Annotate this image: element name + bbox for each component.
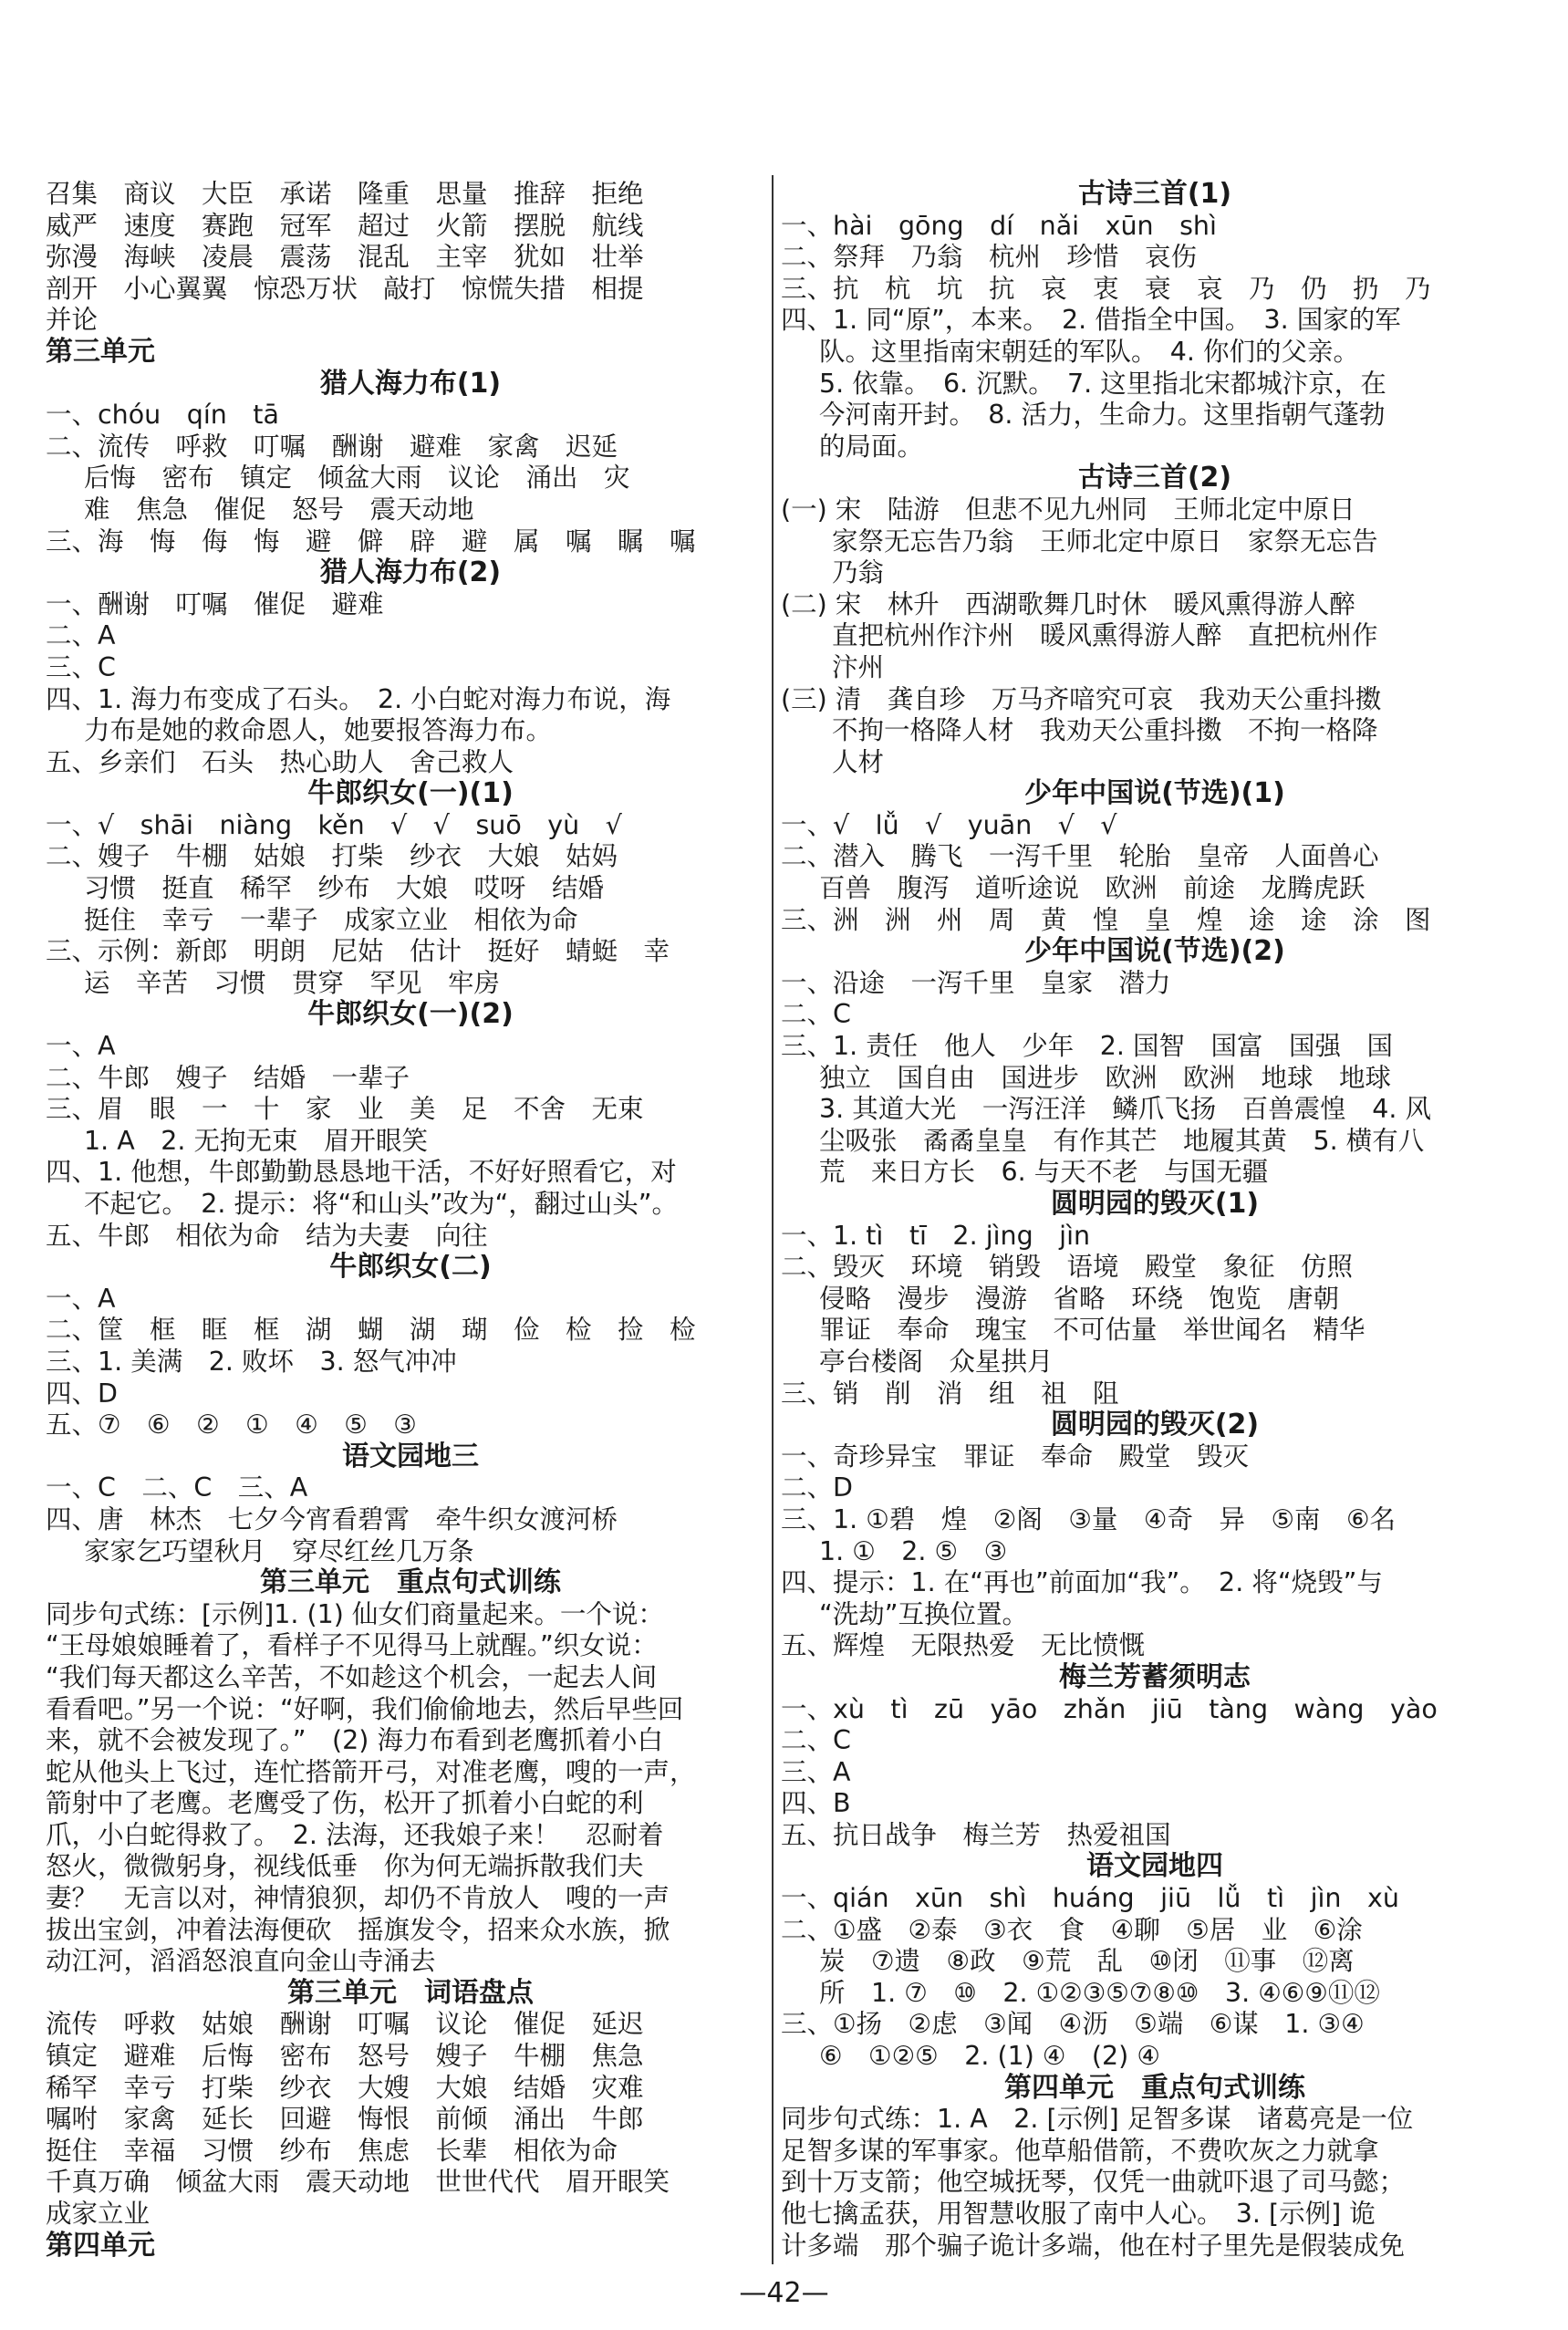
answer-line: 来，就不会被发现了。” (2) 海力布看到老鹰抓着小白	[46, 1725, 663, 1756]
answer-line: 同步句式练：1. A 2. [示例] 足智多谋 诸葛亮是一位	[781, 2104, 1414, 2135]
answer-line: 独立 国自由 国进步 欧洲 欧洲 地球 地球	[819, 1062, 1392, 1093]
answer-line: 1. ① 2. ⑤ ③	[819, 1535, 1008, 1566]
section-heading: 牛郎织女(一)(2)	[307, 999, 514, 1031]
answer-line: 今河南开封。 8. 活力，生命力。这里指朝气蓬勃	[819, 400, 1386, 431]
section-heading: 第三单元 重点句式训练	[260, 1567, 561, 1599]
answer-line: 三、眉 眼 一 十 家 业 美 足 不舍 无束	[46, 1094, 644, 1125]
answer-line: 同步句式练：[示例]1. (1) 仙女们商量起来。一个说：	[46, 1598, 664, 1629]
answer-line: 汴州	[832, 651, 885, 682]
answer-line: 5. 依靠。 6. 沉默。 7. 这里指北宋都城汴京，在	[819, 368, 1386, 399]
answer-line: 三、1. 美满 2. 败坏 3. 怒气冲冲	[46, 1346, 457, 1377]
answer-line: 爪，小白蛇得救了。 2. 法海，还我娘子来！ 忍耐着	[46, 1819, 664, 1850]
answer-line: 亭台楼阁 众星拱月	[819, 1346, 1054, 1377]
answer-line: 五、辉煌 无限热爱 无比愤慨	[781, 1630, 1146, 1661]
answer-line: 他七擒孟获，用智慧收服了南中人心。 3. [示例] 诡	[781, 2199, 1376, 2229]
answer-line: 一、沿途 一泻千里 皇家 潜力	[781, 967, 1171, 998]
answer-line: 二、毁灭 环境 销毁 语境 殿堂 象征 仿照	[781, 1252, 1354, 1283]
answer-line: 稀罕 幸亏 打柴 纱衣 大嫂 大娘 结婚 灾难	[46, 2072, 644, 2103]
answer-line: 一、hài gōng dí nǎi xūn shì	[781, 210, 1217, 241]
section-heading: 牛郎织女(二)	[329, 1252, 492, 1284]
answer-line: 怒火，微微躬身，视线低垂 你为何无端拆散我们夫	[46, 1851, 644, 1882]
answer-line: 到十万支箭；他空城抚琴，仅凭一曲就吓退了司马懿；	[781, 2167, 1406, 2198]
answer-line: ⑥ ①②⑤ 2. (1) ④ (2) ④	[819, 2041, 1160, 2072]
answer-line: 家家乞巧望秋月 穿尽红丝几万条	[84, 1535, 474, 1566]
answer-line: 3. 其道大光 一泻汪洋 鳞爪飞扬 百兽震惶 4. 风	[819, 1094, 1432, 1125]
answer-line: 二、C	[781, 1725, 851, 1756]
answer-line: 一、A	[46, 1031, 116, 1062]
answer-line: 难 焦急 催促 怒号 震天动地	[84, 494, 474, 525]
answer-line: 五、乡亲们 石头 热心助人 舍己救人	[46, 746, 514, 777]
answer-line: 百兽 腹泻 道听途说 欧洲 前途 龙腾虎跃	[819, 873, 1366, 904]
answer-line: 三、海 悔 侮 悔 避 僻 辟 避 属 嘱 瞩 嘱	[46, 525, 696, 556]
answer-line: 家祭无忘告乃翁 王师北定中原日 家祭无忘告	[832, 525, 1378, 556]
section-heading: 少年中国说(节选)(2)	[1024, 936, 1285, 968]
section-heading: 圆明园的毁灭(1)	[1050, 1189, 1260, 1220]
section-heading: 语文园地四	[1086, 1851, 1223, 1883]
section-heading: 古诗三首(2)	[1077, 463, 1232, 494]
answer-line: (一) 宋 陆游 但悲不见九州同 王师北定中原日	[781, 494, 1355, 525]
answer-line: 足智多谋的军事家。他草船借箭，不费吹灰之力就拿	[781, 2135, 1379, 2166]
section-heading: 牛郎织女(一)(1)	[307, 778, 514, 810]
answer-line: 1. A 2. 无拘无束 眉开眼笑	[84, 1125, 428, 1156]
answer-line: 一、1. tì tī 2. jìng jìn	[781, 1220, 1091, 1251]
answer-line: 四、唐 林杰 七夕今宵看碧霄 牵牛织女渡河桥	[46, 1503, 618, 1534]
answer-line: 三、1. 责任 他人 少年 2. 国智 国富 国强 国	[781, 1031, 1394, 1062]
answer-line: 四、B	[781, 1788, 851, 1819]
answer-line: 三、洲 洲 州 周 黄 惶 皇 煌 途 途 涂 图	[781, 904, 1431, 935]
answer-line: 一、qián xūn shì huáng jiū lǚ tì jìn xù	[781, 1883, 1399, 1914]
answer-line: “王母娘娘睡着了，看样子不见得马上就醒。”织女说：	[46, 1630, 658, 1661]
answer-line: (三) 清 龚自珍 万马齐喑究可哀 我劝天公重抖擞	[781, 683, 1382, 714]
answer-line: 成家立业	[46, 2199, 151, 2229]
answer-line: 队。这里指南宋朝廷的军队。 4. 你们的父亲。	[819, 336, 1360, 367]
answer-line: 动江河，滔滔怒浪直向金山寺涌去	[46, 1946, 436, 1977]
answer-line: 二、D	[781, 1472, 853, 1503]
answer-line: 人材	[832, 746, 885, 777]
answer-line: 看看吧。”另一个说：“好啊，我们偷偷地去，然后早些回	[46, 1693, 684, 1724]
answer-line: 并论	[46, 305, 99, 336]
section-heading: 梅兰芳蓄须明志	[1059, 1661, 1251, 1693]
answer-line: 二、A	[46, 620, 116, 651]
answer-line: 罪证 奉命 瑰宝 不可估量 举世闻名 精华	[819, 1315, 1366, 1346]
answer-line: 千真万确 倾盆大雨 震天动地 世世代代 眉开眼笑	[46, 2167, 670, 2198]
column-divider	[772, 175, 774, 2264]
answer-line: 三、C	[46, 651, 116, 682]
answer-line: 威严 速度 赛跑 冠军 超过 火箭 摆脱 航线	[46, 210, 644, 241]
answer-line: 乃翁	[832, 557, 885, 588]
answer-line: 的局面。	[819, 431, 924, 462]
section-heading: 语文园地三	[342, 1441, 479, 1472]
answer-line: 四、1. 海力布变成了石头。 2. 小白蛇对海力布说，海	[46, 683, 671, 714]
answer-line: 弥漫 海峡 凌晨 震荡 混乱 主宰 犹如 壮举	[46, 242, 644, 273]
answer-line: 一、√ lǚ √ yuān √ √	[781, 809, 1117, 840]
answer-line: 运 辛苦 习惯 贯穿 罕见 牢房	[84, 967, 501, 998]
right-column	[781, 179, 1529, 2262]
answer-line: 二、筐 框 眶 框 湖 蝴 湖 瑚 俭 检 捡 检	[46, 1315, 696, 1346]
left-column	[46, 179, 775, 2262]
answer-line: 一、xù tì zū yāo zhǎn jiū tàng wàng yào	[781, 1693, 1438, 1724]
answer-line: 五、⑦ ⑥ ② ① ④ ⑤ ③	[46, 1409, 417, 1441]
answer-line: 二、①盛 ②泰 ③衣 食 ④聊 ⑤居 业 ⑥涂	[781, 1914, 1363, 1945]
answer-line: 流传 呼救 姑娘 酬谢 叮嘱 议论 催促 延迟	[46, 2009, 644, 2040]
answer-line: 四、提示：1. 在“再也”前面加“我”。 2. 将“烧毁”与	[781, 1567, 1383, 1598]
answer-line: 一、奇珍异宝 罪证 奉命 殿堂 毁灭	[781, 1441, 1250, 1472]
answer-line: 蛇从他头上飞过，连忙搭箭开弓，对准老鹰，嗖的一声，	[46, 1756, 696, 1787]
answer-line: 四、1. 同“原”，本来。 2. 借指全中国。 3. 国家的军	[781, 305, 1401, 336]
answer-line: 拔出宝剑，冲着法海便砍 摇旗发令，招来众水族，掀	[46, 1914, 670, 1945]
answer-line: 挺住 幸亏 一辈子 成家立业 相依为命	[84, 904, 578, 935]
answer-line: 三、销 削 消 组 祖 阻	[781, 1378, 1119, 1409]
answer-line: 三、1. ①碧 煌 ②阁 ③量 ④奇 异 ⑤南 ⑥名	[781, 1503, 1397, 1534]
answer-line: 不起它。 2. 提示：将“和山头”改为“，翻过山头”。	[84, 1189, 679, 1219]
answer-line: 力布是她的救命恩人，她要报答海力布。	[84, 715, 553, 746]
section-heading: 第三单元 词语盘点	[287, 1977, 534, 2009]
answer-line: 不拘一格降人材 我劝天公重抖擞 不拘一格降	[832, 715, 1378, 746]
answer-line: 箭射中了老鹰。老鹰受了伤，松开了抓着小白蛇的利	[46, 1788, 644, 1819]
answer-line: 荒 来日方长 6. 与天不老 与国无疆	[819, 1157, 1269, 1188]
answer-line: 三、A	[781, 1756, 851, 1787]
answer-line: 二、牛郎 嫂子 结婚 一辈子	[46, 1062, 410, 1093]
answer-line: (二) 宋 林升 西湖歌舞几时休 暖风熏得游人醉	[781, 588, 1355, 619]
answer-line: 挺住 幸福 习惯 纱布 焦虑 长辈 相依为命	[46, 2135, 618, 2166]
answer-line: 剖开 小心翼翼 惊恐万状 敲打 惊慌失措 相提	[46, 273, 644, 304]
section-heading: 古诗三首(1)	[1077, 179, 1232, 210]
answer-line: 嘱咐 家禽 延长 回避 悔恨 前倾 涌出 牛郎	[46, 2104, 644, 2135]
unit-title: 第四单元	[46, 2230, 155, 2262]
answer-line: 二、嫂子 牛棚 姑娘 打柴 纱衣 大娘 姑妈	[46, 841, 618, 872]
answer-line: 一、√ shāi niàng kěn √ √ suō yù √	[46, 809, 622, 840]
answer-line: 二、祭拜 乃翁 杭州 珍惜 哀伤	[781, 242, 1198, 273]
answer-line: 计多端 那个骗子诡计多端，他在村子里先是假装成免	[781, 2230, 1406, 2261]
answer-line: 五、牛郎 相依为命 结为夫妻 向往	[46, 1220, 488, 1251]
page-number: —42—	[739, 2277, 829, 2309]
answer-line: 召集 商议 大臣 承诺 隆重 思量 推辞 拒绝	[46, 179, 644, 209]
answer-line: 四、1. 他想，牛郎勤勤恳恳地干活，不好好照看它，对	[46, 1157, 677, 1188]
section-heading: 猎人海力布(2)	[319, 557, 502, 589]
answer-line: 后悔 密布 镇定 倾盆大雨 议论 涌出 灾	[84, 463, 630, 494]
answer-line: “我们每天都这么辛苦，不如趁这个机会，一起去人间	[46, 1661, 658, 1692]
answer-line: 二、流传 呼救 叮嘱 酬谢 避难 家禽 迟延	[46, 431, 618, 462]
answer-line: 二、潜入 腾飞 一泻千里 轮胎 皇帝 人面兽心	[781, 841, 1379, 872]
answer-line: 直把杭州作汴州 暖风熏得游人醉 直把杭州作	[832, 620, 1378, 651]
answer-line: 习惯 挺直 稀罕 纱布 大娘 哎呀 结婚	[84, 873, 605, 904]
answer-line: 妻？ 无言以对，神情狼狈，却仍不肯放人 嗖的一声	[46, 1883, 670, 1914]
answer-line: 炭 ⑦遗 ⑧政 ⑨荒 乱 ⑩闭 ⑪事 ⑫离	[819, 1946, 1355, 1977]
section-heading: 圆明园的毁灭(2)	[1050, 1409, 1260, 1441]
answer-line: 尘吸张 矞矞皇皇 有作其芒 地履其黄 5. 横有八	[819, 1125, 1425, 1156]
answer-line: 镇定 避难 后悔 密布 怒号 嫂子 牛棚 焦急	[46, 2041, 644, 2072]
section-heading: 第四单元 重点句式训练	[1004, 2072, 1305, 2104]
answer-line: 三、①扬 ②虑 ③闻 ④沥 ⑤端 ⑥谋 1. ③④	[781, 2009, 1365, 2040]
answer-line: 五、抗日战争 梅兰芳 热爱祖国	[781, 1819, 1171, 1850]
answer-line: 一、A	[46, 1283, 116, 1314]
section-heading: 猎人海力布(1)	[319, 368, 502, 400]
section-heading: 少年中国说(节选)(1)	[1024, 778, 1285, 810]
answer-line: 一、chóu qín tā	[46, 400, 279, 431]
answer-line: “洗劫”互换位置。	[819, 1598, 1029, 1629]
answer-line: 三、抗 杭 坑 抗 哀 衷 衰 哀 乃 仍 扔 乃	[781, 273, 1431, 304]
answer-line: 二、C	[781, 999, 851, 1030]
answer-line: 一、C 二、C 三、A	[46, 1472, 308, 1503]
answer-line: 所 1. ⑦ ⑩ 2. ①②③⑤⑦⑧⑩ 3. ④⑥⑨⑪⑫	[819, 1977, 1380, 2008]
unit-title: 第三单元	[46, 336, 155, 368]
answer-line: 一、酬谢 叮嘱 催促 避难	[46, 588, 384, 619]
answer-line: 三、示例：新郎 明朗 尼姑 估计 挺好 蜻蜓 幸	[46, 936, 670, 967]
answer-line: 侵略 漫步 漫游 省略 环绕 饱览 唐朝	[819, 1283, 1340, 1314]
answer-line: 四、D	[46, 1378, 118, 1409]
